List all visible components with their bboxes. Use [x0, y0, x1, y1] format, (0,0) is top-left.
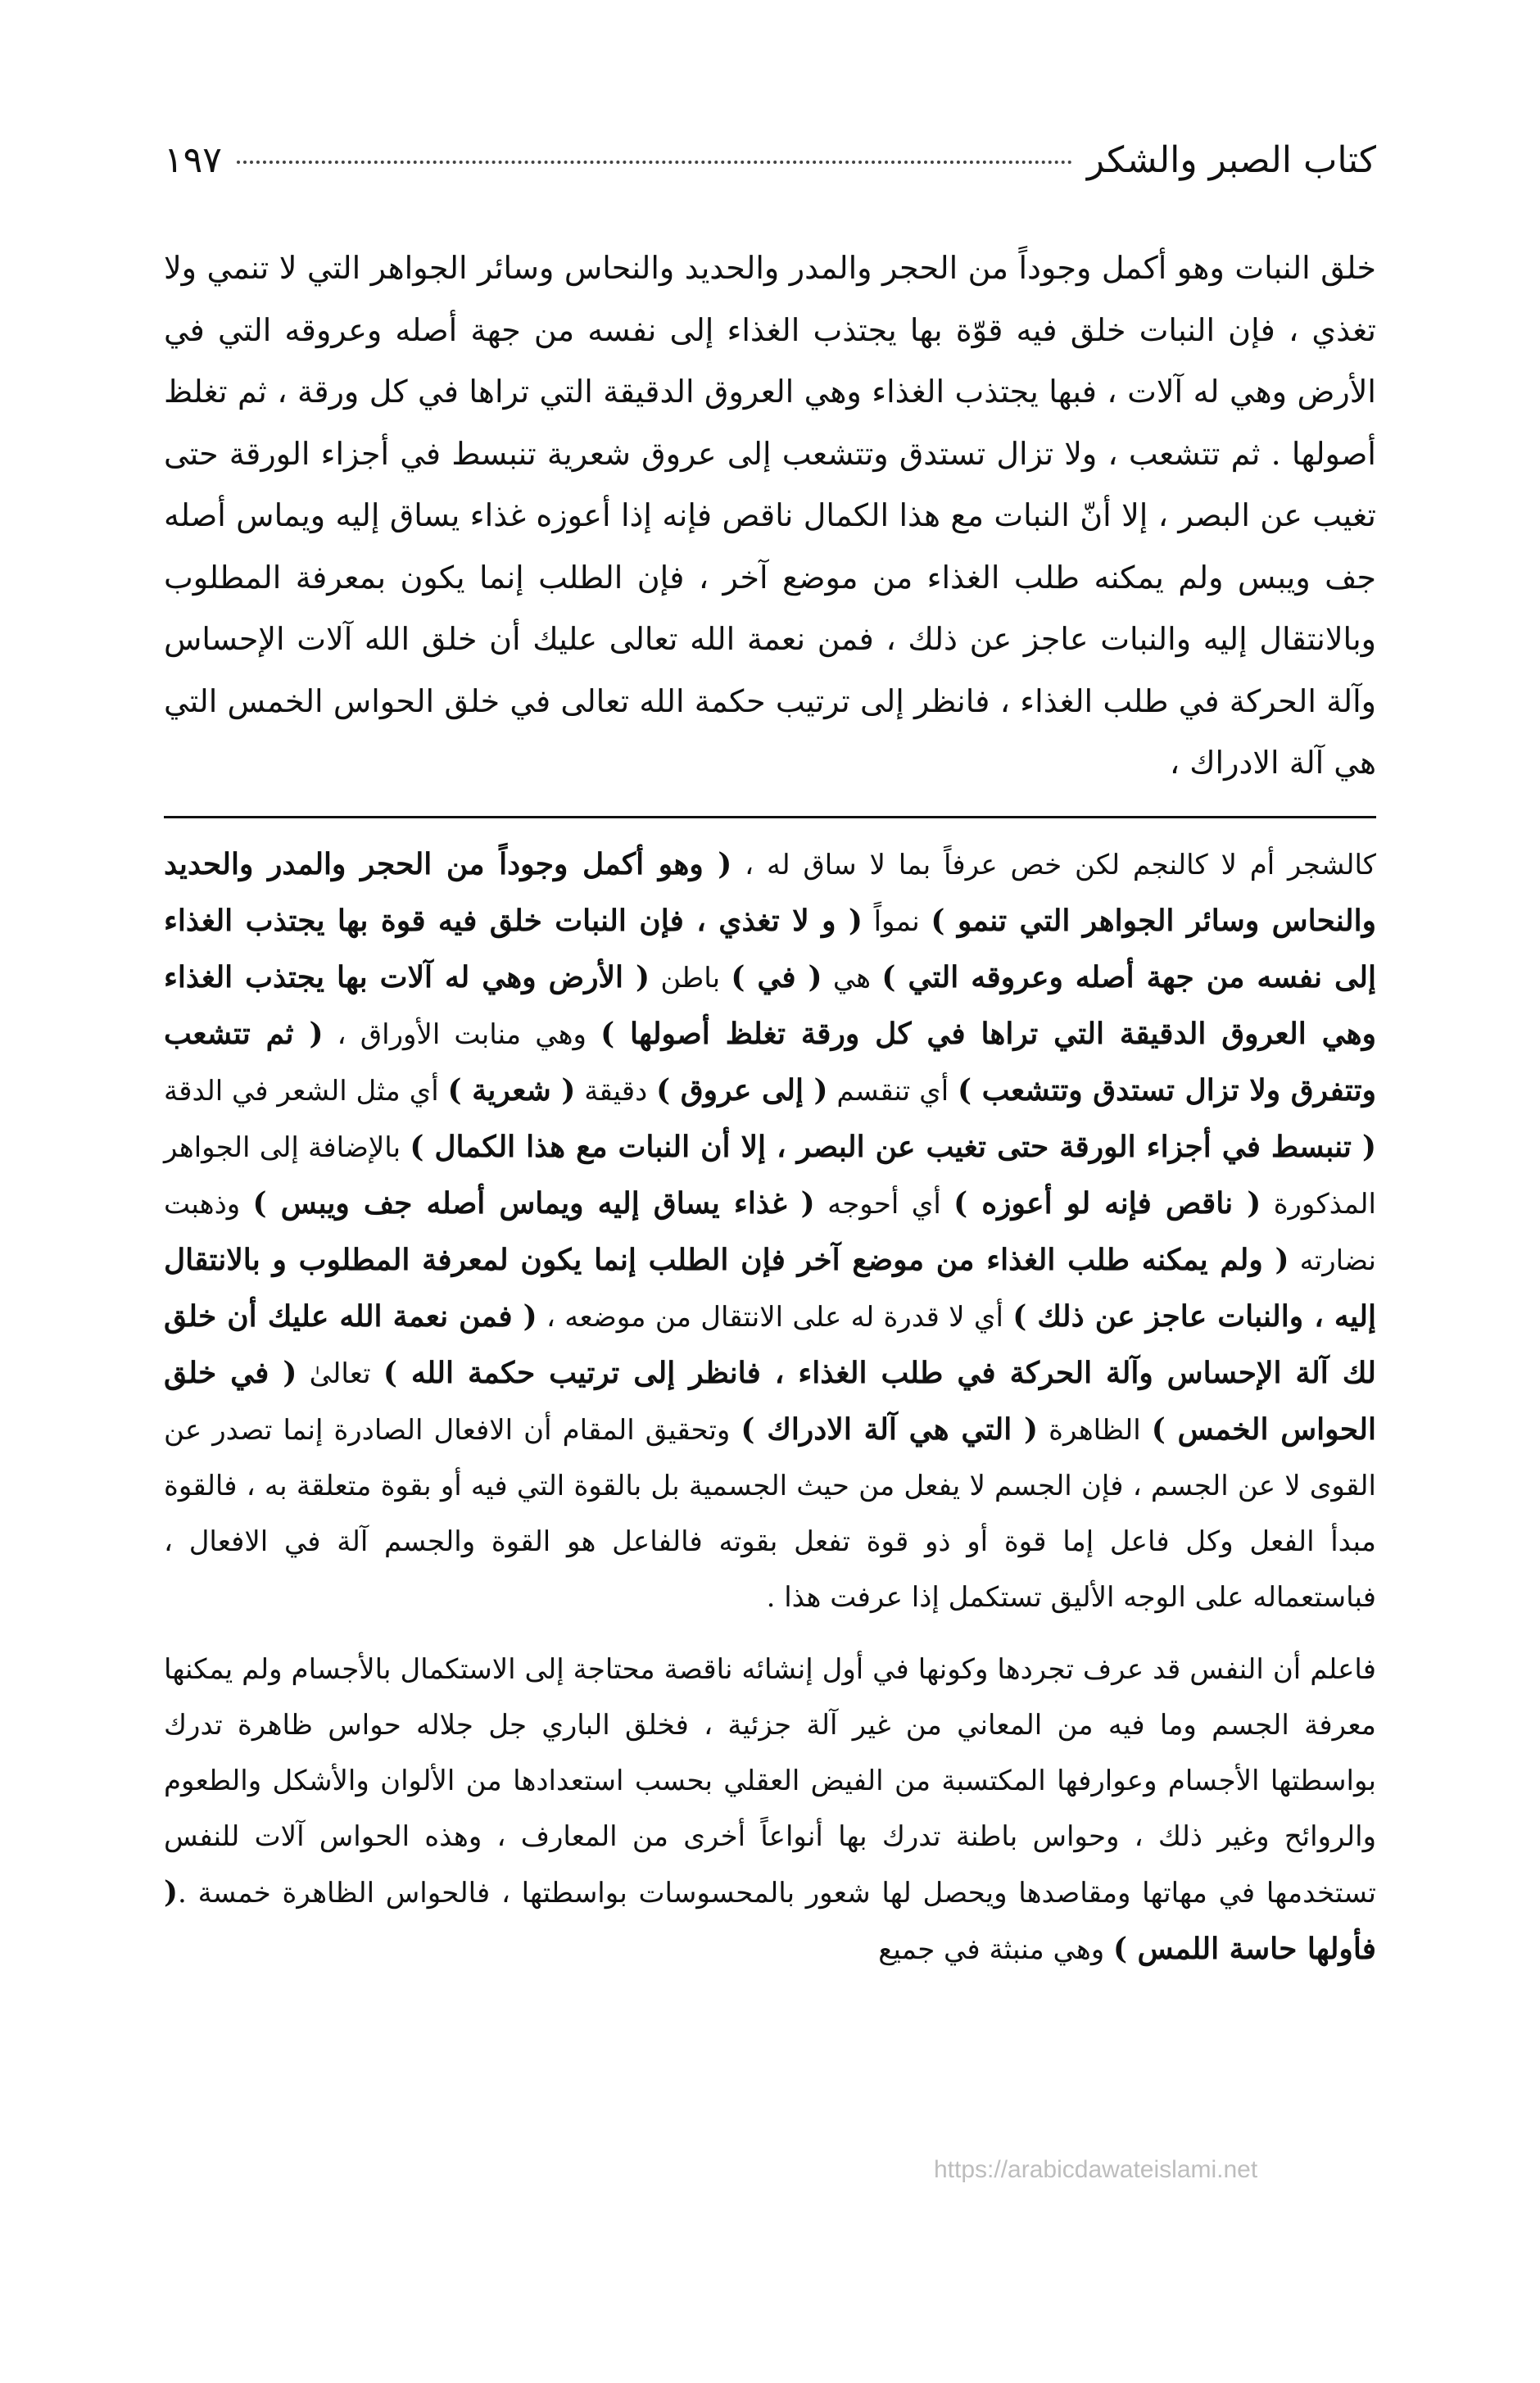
commentary-gloss: تعالىٰ — [297, 1357, 383, 1390]
commentary-quote: ( وهو أكمل وجوداً من الحجر والمدر والحديد والنحاس وسائر الجواهر التي تنمو ) — [164, 846, 1376, 938]
commentary-quote: ( التي هي آلة الادراك ) — [741, 1411, 1039, 1447]
commentary-gloss: دقيقة — [575, 1074, 657, 1108]
commentary-quote: ( ثم تتشعب وتتفرق ولا تزال تستدق وتتشعب ) — [164, 1016, 1376, 1108]
paragraph-gloss: فاعلم أن النفس قد عرف تجردها وكونها في أول إنشائه ناقصة محتاجة إلى الاستكمال بالأجسام ولم يمكنها معرفة الجسم وما فيه من المعاني من غير آلة جزئية ، فخلق الباري جل جلاله حواس ظاهرة تدرك بواسطتها الأجسام وعوارفها المكتسبة من الفيض العقلي بحسب استعدادها من الألوان والأشكل والطعوم والروائح وغير ذلك ، وحواس باطنة تدرك بها أنواعاً أخرى من المعارف ، وهذه الحواس آلات للنفس تستخدمها في مهاتها ومقاصدها ويحصل لها شعور بالمحسوسات بواسطتها ، فالحواس الظاهرة خمسة . — [164, 1652, 1376, 1910]
commentary-quote: ( الأرض وهي له آلات بها يجتذب الغذاء وهي العروق الدقيقة التي تراها في كل ورقة تغلظ أصولها ) — [164, 959, 1376, 1051]
commentary-gloss: وتحقيق المقام أن الافعال الصادرة إنما تصدر عن القوى لا عن الجسم ، فإن الجسم لا يفعل من حيث الجسمية بل بالقوة التي فيه أو بقوة متعلقة به ، فالقوة مبدأ الفعل وكل فاعل إما قوة أو ذو قوة تفعل بقوته فالفاعل هو القوة والجسم آلة في الافعال ، فباستعماله على الوجه الأليق تستكمل إذا عرفت هذا . — [164, 1413, 1376, 1614]
commentary-quote: ( و لا تغذي ، فإن النبات خلق فيه قوة بها يجتذب الغذاء إلى نفسه من جهة أصله وعروقه التي ) — [164, 903, 1376, 994]
commentary-gloss: بالإضافة إلى الجواهر المذكورة — [164, 1130, 1376, 1221]
commentary-quote: ( في خلق الحواس الخمس ) — [164, 1355, 1376, 1447]
commentary-gloss: أي أحوجه — [814, 1187, 954, 1221]
commentary-gloss: الظاهرة — [1038, 1413, 1152, 1447]
watermark-url: https://arabicdawateislami.net — [934, 2156, 1258, 2183]
commentary-quote: ( ناقص فإنه لو أعوزه ) — [953, 1185, 1261, 1221]
running-title: كتاب الصبر والشكر — [1086, 139, 1376, 181]
commentary-quote: ( شعرية ) — [447, 1072, 576, 1108]
page-header — [164, 139, 1376, 205]
commentary-quote: ( غذاء يساق إليه ويماس أصله جف ويبس ) — [252, 1185, 815, 1221]
paragraph-gloss: وهي منبثة في جميع — [878, 1932, 1113, 1966]
commentary-gloss: نمواً — [862, 904, 931, 938]
commentary-quote: ( إلى عروق ) — [656, 1072, 828, 1108]
page-number: ١٩٧ — [164, 139, 222, 181]
commentary-gloss: وذهبت نضارته — [164, 1187, 1376, 1277]
commentary-gloss: وهي منابت الأوراق ، — [323, 1017, 601, 1051]
commentary-gloss: باطن — [650, 961, 732, 994]
commentary-gloss: أي لا قدرة له على الانتقال من موضعه ، — [537, 1300, 1013, 1334]
commentary-block — [164, 836, 1376, 1625]
commentary-paragraph-2 — [164, 1642, 1376, 1978]
commentary-gloss: أي مثل الشعر في الدقة — [164, 1074, 448, 1108]
separator-line — [164, 816, 1376, 818]
dotted-leader — [237, 161, 1072, 164]
commentary-quote: ( فمن نعمة الله عليك أن خلق لك آلة الإحساس وآلة الحركة في طلب الغذاء ، فانظر إلى ترتيب حكمة الله ) — [164, 1298, 1377, 1390]
commentary-quote: ( ولم يمكنه طلب الغذاء من موضع آخر فإن الطلب إنما يكون لمعرفة المطلوب و بالانتقال إليه ، والنبات عاجز عن ذلك ) — [164, 1242, 1377, 1334]
paragraph-quote: ( فأولها حاسة اللمس ) — [164, 1874, 1376, 1966]
main-text: خلق النبات وهو أكمل وجوداً من الحجر والمدر والحديد والنحاس وسائر الجواهر التي لا تنمي ولا تغذي ، فإن النبات خلق فيه قوّة بها يجتذب الغذاء إلى نفسه من جهة أصله وعروقه التي في الأرض وهي له آلات ، فبها يجتذب الغذاء وهي العروق الدقيقة التي تراها في كل ورقة ، ثم تغلظ أصولها . ثم تتشعب ، ولا تزال تستدق وتتشعب إلى عروق شعرية تنبسط في أجزاء الورقة حتى تغيب عن البصر ، إلا أنّ النبات مع هذا الكمال ناقص فإنه إذا أعوزه غذاء يساق إليه ويماس أصله جف ويبس ولم يمكنه طلب الغذاء من موضع آخر ، فإن الطلب إنما يكون بمعرفة المطلوب وبالانتقال إليه والنبات عاجز عن ذلك ، فمن نعمة الله تعالى عليك أن خلق الله آلات الإحساس وآلة الحركة في طلب الغذاء ، فانظر إلى ترتيب حكمة الله تعالى في خلق الحواس الخمس التي هي آلة الادراك ، — [164, 250, 1376, 781]
commentary-gloss: كالشجر أم لا كالنجم لكن خص عرفاً بما لا ساق له ، — [732, 848, 1376, 881]
commentary-gloss: أي تنقسم — [827, 1074, 958, 1108]
commentary-quote: ( تنبسط في أجزاء الورقة حتى تغيب عن البصر ، إلا أن النبات مع هذا الكمال ) — [410, 1129, 1376, 1164]
commentary-quote: ( في ) — [731, 959, 822, 994]
commentary-gloss: هي — [822, 961, 882, 994]
